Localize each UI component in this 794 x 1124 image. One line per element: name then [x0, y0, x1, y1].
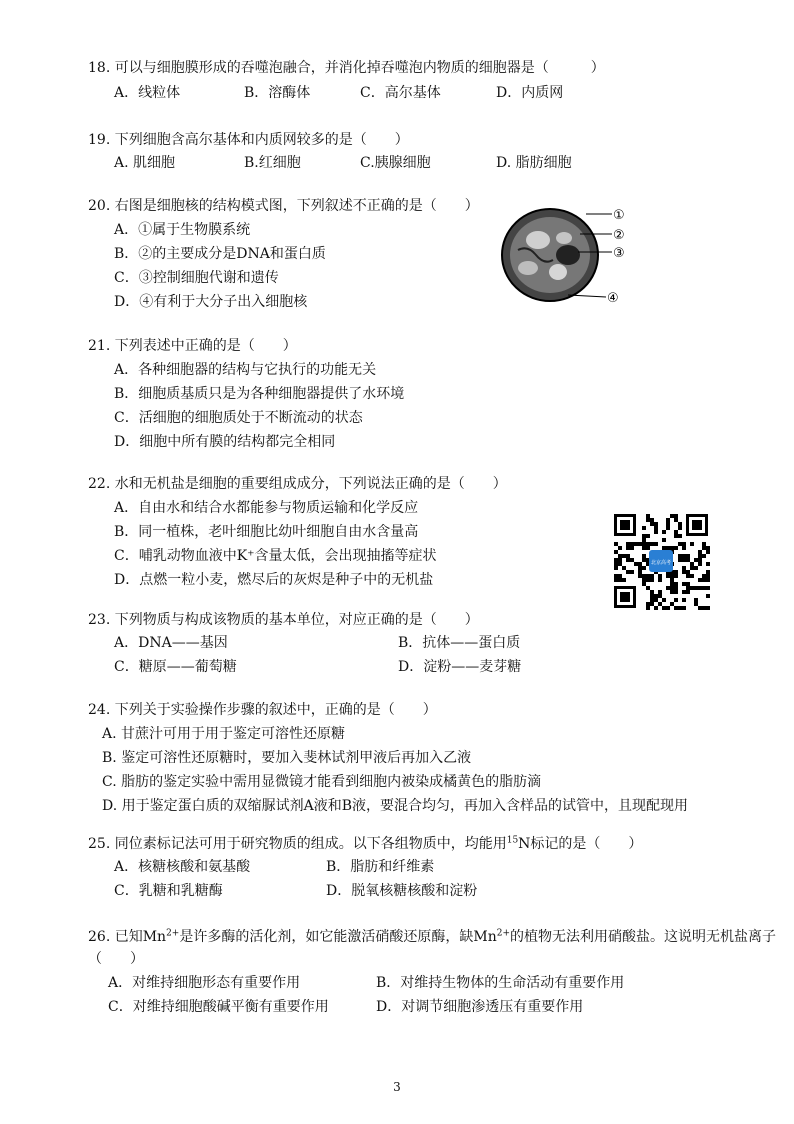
- question-24: [88, 700, 778, 818]
- option-d: D．④有利于大分子出入细胞核: [114, 294, 308, 310]
- option-d: D. 脂肪细胞: [496, 155, 572, 171]
- qr-badge-text: 北京高考: [650, 560, 672, 566]
- page-number: 3: [393, 1080, 401, 1094]
- nucleus-diagram: [498, 200, 633, 310]
- question-23: [88, 610, 778, 680]
- option-b: B．溶酶体: [244, 85, 311, 101]
- option-b: B．对维持生物体的生命活动有重要作用: [376, 975, 625, 991]
- option-d: D．点燃一粒小麦，燃尽后的灰烬是种子中的无机盐: [114, 572, 434, 588]
- question-stem: 23. 下列物质与构成该物质的基本单位，对应正确的是（ ）: [88, 612, 479, 628]
- option-c: C．③控制细胞代谢和遗传: [114, 270, 279, 286]
- option-a: A．DNA——基因: [114, 635, 228, 651]
- question-18: [88, 58, 778, 106]
- label-3: ③: [613, 246, 625, 261]
- option-d: D．细胞中所有膜的结构都完全相同: [114, 434, 336, 450]
- option-b: B．细胞质基质只是为各种细胞器提供了水环境: [114, 386, 405, 402]
- option-c: C．哺乳动物血液中K⁺含量太低，会出现抽搐等症状: [114, 548, 437, 564]
- label-2: ②: [613, 228, 625, 243]
- question-19: [88, 130, 778, 176]
- option-a: A．自由水和结合水都能参与物质运输和化学反应: [114, 500, 419, 516]
- option-c: C．糖原——葡萄糖: [114, 659, 237, 675]
- question-stem: 20. 右图是细胞核的结构模式图，下列叙述不正确的是（ ）: [88, 198, 479, 214]
- question-stem: 22. 水和无机盐是细胞的重要组成成分，下列说法正确的是（ ）: [88, 476, 507, 492]
- option-c: C.胰腺细胞: [360, 155, 431, 171]
- option-b: B．同一植株，老叶细胞比幼叶细胞自由水含量高: [114, 524, 419, 540]
- option-d: D．脱氧核糖核酸和淀粉: [326, 883, 478, 899]
- option-a: A. 甘蔗汁可用于用于鉴定可溶性还原糖: [102, 726, 346, 742]
- question-21: [88, 336, 778, 454]
- question-stem: 21. 下列表述中正确的是（ ）: [88, 338, 297, 354]
- option-d: D．对调节细胞渗透压有重要作用: [376, 999, 584, 1015]
- option-a: A．各种细胞器的结构与它执行的功能无关: [114, 362, 377, 378]
- option-b: B．抗体——蛋白质: [398, 635, 521, 651]
- option-d: D．淀粉——麦芽糖: [398, 659, 522, 675]
- label-1: ①: [613, 208, 625, 223]
- option-c: C．乳糖和乳糖酶: [114, 883, 223, 899]
- option-a: A．①属于生物膜系统: [114, 222, 251, 238]
- qr-code: [612, 512, 710, 610]
- label-4: ④: [607, 291, 619, 306]
- question-26: [88, 926, 778, 1020]
- option-a: A．核糖核酸和氨基酸: [114, 859, 251, 875]
- option-c: C．活细胞的细胞质处于不断流动的状态: [114, 410, 363, 426]
- option-c: C．对维持细胞酸碱平衡有重要作用: [108, 999, 329, 1015]
- option-a: A. 肌细胞: [114, 155, 176, 171]
- option-d: D. 用于鉴定蛋白质的双缩脲试剂A液和B液，要混合均匀，再加入含样品的试管中，且现配现用: [102, 798, 689, 814]
- nucleolus: [556, 245, 580, 265]
- option-b: B.红细胞: [244, 155, 301, 171]
- option-b: B．②的主要成分是DNA和蛋白质: [114, 246, 326, 262]
- option-a: A．线粒体: [114, 85, 181, 101]
- option-c: C. 脂肪的鉴定实验中需用显微镜才能看到细胞内被染成橘黄色的脂肪滴: [102, 774, 542, 790]
- question-stem: 19. 下列细胞含高尔基体和内质网较多的是（ ）: [88, 132, 409, 148]
- question-25: [88, 834, 778, 904]
- option-b: B. 鉴定可溶性还原糖时，要加入斐林试剂甲液后再加入乙液: [102, 750, 472, 766]
- question-20: [88, 196, 778, 314]
- question-stem: 18. 可以与细胞膜形成的吞噬泡融合，并消化掉吞噬泡内物质的细胞器是（ ）: [88, 60, 605, 76]
- question-stem: 26. 已知$Mn^{2+}$是许多酶的活化剂，如它能激活硝酸还原酶，缺$Mn^{2+}$的植物无法利用硝酸盐。这说明无机盐离子（ ）: [88, 928, 776, 967]
- question-stem: 24. 下列关于实验操作步骤的叙述中，正确的是（ ）: [88, 702, 437, 718]
- option-a: A．对维持细胞形态有重要作用: [108, 975, 301, 991]
- option-b: B．脂肪和纤维素: [326, 859, 435, 875]
- option-d: D．内质网: [496, 85, 564, 101]
- option-c: C．高尔基体: [360, 85, 441, 101]
- question-stem: 25. 同位素标记法可用于研究物质的组成。以下各组物质中，均能用$^{15}$N标记的是（ ）: [88, 835, 643, 852]
